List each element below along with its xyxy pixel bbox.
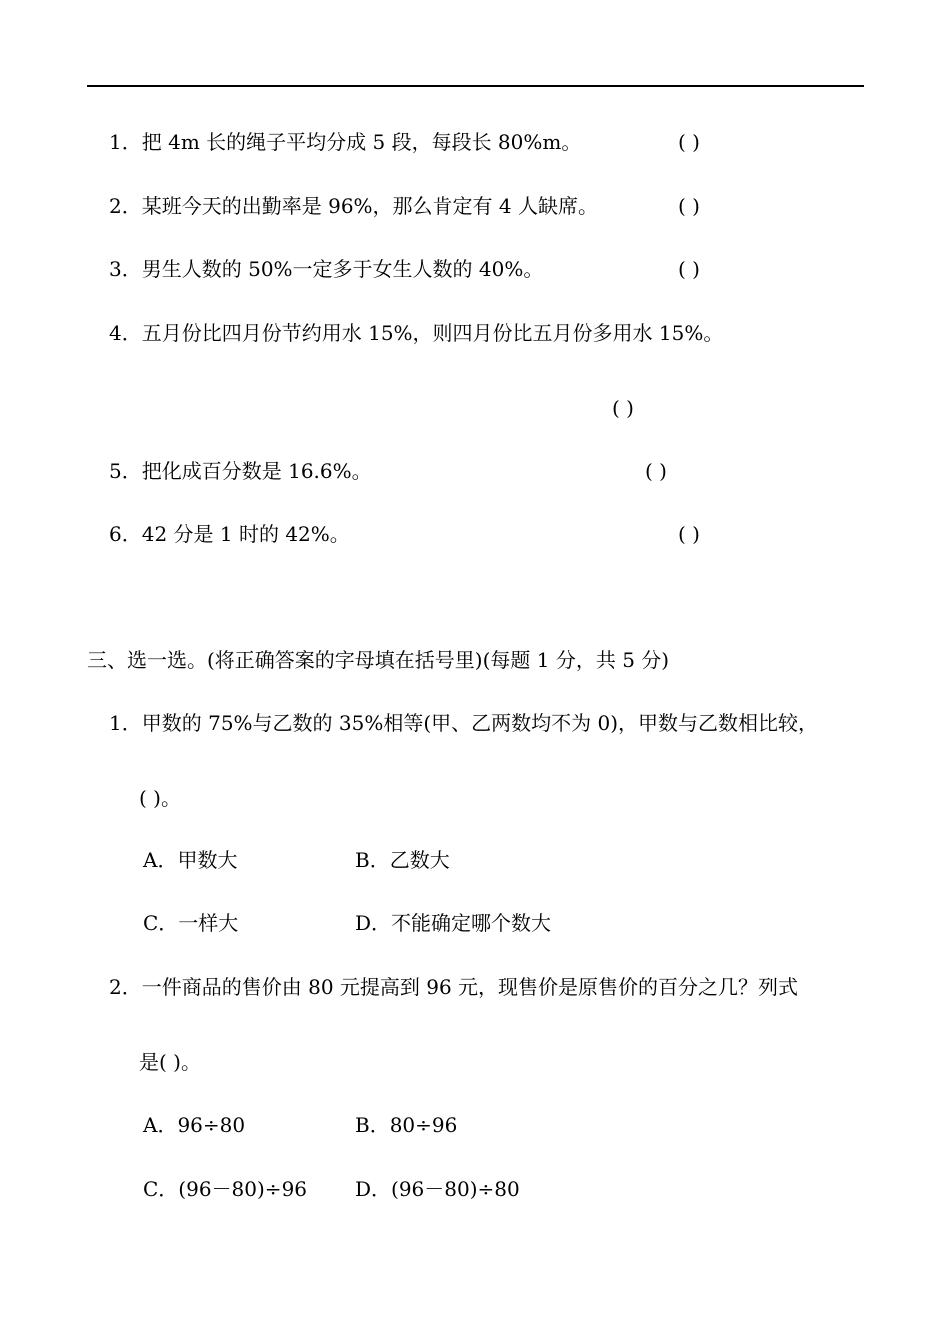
question-number: 2． (109, 975, 142, 999)
item-text: 把 4m 长的绳子平均分成 5 段，每段长 80%m。 (141, 130, 582, 154)
item-number: 6． (109, 522, 142, 546)
item-text: 42 分是 1 时的 42%。 (141, 522, 350, 546)
judge-item-3 (109, 257, 543, 281)
option-q2-d[interactable]: D．(96－80)÷80 (355, 1177, 520, 1201)
question-text: 一件商品的售价由 80 元提高到 96 元，现售价是原售价的百分之几？列式 (141, 975, 799, 999)
question-number: 1． (109, 711, 142, 735)
header-rule (87, 85, 864, 87)
option-q2-c[interactable]: C．(96－80)÷96 (143, 1177, 308, 1201)
item-text: 把化成百分数是 16.6%。 (141, 459, 372, 483)
option-q2-a[interactable]: A．96÷80 (143, 1113, 246, 1137)
choice-question-2 (109, 975, 798, 999)
question-text: 甲数的 75%与乙数的 35%相等(甲、乙两数均不为 0)，甲数与乙数相比较， (141, 711, 819, 735)
judge-item-1 (109, 130, 581, 154)
answer-paren-5[interactable]: ( ) (645, 459, 667, 483)
answer-paren-4[interactable]: ( ) (612, 396, 634, 420)
item-text: 男生人数的 50%一定多于女生人数的 40%。 (141, 257, 544, 281)
section-heading: 三、选一选。(将正确答案的字母填在括号里)(每题 1 分，共 5 分) (87, 648, 670, 672)
answer-paren-1[interactable]: ( ) (678, 130, 700, 154)
item-number: 5． (109, 459, 142, 483)
judge-item-2 (109, 194, 598, 218)
answer-paren-2[interactable]: ( ) (678, 194, 700, 218)
item-number: 3． (109, 257, 142, 281)
answer-paren-q1[interactable]: ( )。 (139, 786, 181, 810)
item-number: 1． (109, 130, 142, 154)
item-text: 某班今天的出勤率是 96%，那么肯定有 4 人缺席。 (141, 194, 598, 218)
option-q2-b[interactable]: B．80÷96 (355, 1113, 458, 1137)
judge-item-6 (109, 522, 350, 546)
item-number: 2． (109, 194, 142, 218)
option-q1-c[interactable]: C．一样大 (143, 911, 239, 935)
option-q1-b[interactable]: B．乙数大 (355, 848, 450, 872)
item-number: 4． (109, 321, 142, 345)
answer-paren-q2[interactable]: 是( )。 (139, 1050, 201, 1074)
answer-paren-3[interactable]: ( ) (678, 257, 700, 281)
item-text: 五月份比四月份节约用水 15%，则四月份比五月份多用水 15%。 (141, 321, 724, 345)
judge-item-4 (109, 321, 723, 345)
judge-item-5 (109, 459, 372, 483)
choice-question-1 (109, 711, 818, 735)
answer-paren-6[interactable]: ( ) (678, 522, 700, 546)
option-q1-a[interactable]: A．甲数大 (143, 848, 238, 872)
option-q1-d[interactable]: D．不能确定哪个数大 (355, 911, 552, 935)
